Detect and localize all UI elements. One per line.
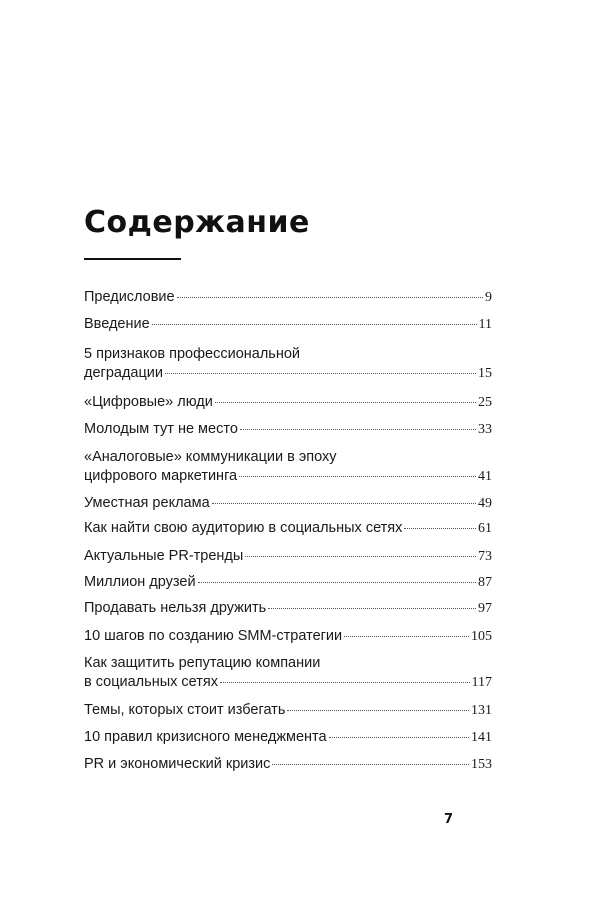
toc-entry-page: 49 [478, 496, 492, 511]
dot-leader [344, 635, 469, 637]
toc-entry[interactable] [84, 599, 492, 618]
dot-leader [215, 401, 476, 403]
toc-entry-line [84, 627, 492, 646]
toc-entry[interactable] [84, 448, 492, 486]
toc-entry-line [84, 315, 492, 334]
toc-entry-line [84, 519, 492, 538]
toc-entry-line [84, 673, 492, 692]
toc-entry-title: Молодым тут не место [84, 421, 238, 437]
toc-entry[interactable] [84, 345, 492, 383]
toc-entry[interactable] [84, 755, 492, 774]
toc-entry-page: 41 [478, 469, 492, 484]
dot-leader [329, 736, 469, 738]
toc-entry-page: 97 [478, 601, 492, 616]
toc-entry-title: Актуальные PR-тренды [84, 548, 244, 564]
toc-entry-line [84, 393, 492, 412]
dot-leader [268, 607, 476, 609]
dot-leader [240, 428, 476, 430]
toc-entry[interactable] [84, 315, 492, 334]
toc-entry[interactable] [84, 627, 492, 646]
toc-entry-title: Введение [84, 316, 150, 332]
toc-entry[interactable] [84, 494, 492, 513]
toc-entry-page: 9 [485, 290, 492, 305]
toc-entry[interactable] [84, 654, 492, 692]
toc-entry-line [84, 467, 492, 486]
toc-entry-line [84, 599, 492, 618]
toc-entry-line [84, 420, 492, 439]
toc-entry[interactable] [84, 547, 492, 566]
toc-entry-page: 25 [478, 395, 492, 410]
toc-entry[interactable] [84, 728, 492, 747]
toc-entry-line [84, 448, 492, 467]
toc-entry[interactable] [84, 393, 492, 412]
toc-entry-page: 33 [478, 422, 492, 437]
toc-entry-title: Темы, которых стоит избегать [84, 702, 286, 718]
toc-entry[interactable] [84, 420, 492, 439]
dot-leader [220, 681, 470, 683]
toc-entry-page: 11 [478, 317, 492, 332]
toc-entry-page: 61 [478, 521, 492, 536]
toc-entry-line [84, 701, 492, 720]
toc-entry-title: PR и экономический кризис [84, 756, 271, 772]
dot-leader [212, 502, 476, 504]
toc-entry-line [84, 755, 492, 774]
toc-entry-title: Как найти свою аудиторию в социальных сетях [84, 520, 403, 536]
toc-entry-title: деградации [84, 365, 163, 381]
toc-entry-title: Как защитить репутацию компании [84, 655, 321, 671]
toc-entry[interactable] [84, 701, 492, 720]
toc-entry-page: 15 [478, 366, 492, 381]
toc-entry-page: 117 [471, 675, 492, 690]
toc-entry-page: 141 [471, 730, 492, 745]
toc-entry-line [84, 728, 492, 747]
toc-entry-title: Продавать нельзя дружить [84, 600, 267, 616]
toc-entry-title: 5 признаков профессиональной [84, 346, 301, 362]
toc-entry[interactable] [84, 288, 492, 307]
toc-entry-title: Уместная реклама [84, 495, 210, 511]
page-title: Содержание [84, 205, 310, 240]
toc-entry-line [84, 288, 492, 307]
toc-entry-title: Миллион друзей [84, 574, 196, 590]
toc-entry-page: 87 [478, 575, 492, 590]
toc-entry-line [84, 364, 492, 383]
dot-leader [245, 555, 476, 557]
dot-leader [198, 581, 476, 583]
toc-entry-page: 105 [471, 629, 492, 644]
toc-entry-title: «Аналоговые» коммуникации в эпоху [84, 449, 337, 465]
dot-leader [165, 372, 476, 374]
toc-entry-line [84, 573, 492, 592]
toc-entry-line [84, 345, 492, 364]
toc-entry[interactable] [84, 573, 492, 592]
toc-entry-title: цифрового маркетинга [84, 468, 238, 484]
toc-entry-line [84, 494, 492, 513]
dot-leader [177, 296, 483, 298]
dot-leader [404, 527, 476, 529]
dot-leader [152, 323, 477, 325]
toc-entry-title: Предисловие [84, 289, 175, 305]
dot-leader [272, 763, 469, 765]
page-number: 7 [444, 812, 454, 827]
toc-entry-title: 10 шагов по созданию SMM-стратегии [84, 628, 343, 644]
toc-entry-page: 73 [478, 549, 492, 564]
toc-entry[interactable] [84, 519, 492, 538]
dot-leader [239, 475, 476, 477]
toc-entry-line [84, 547, 492, 566]
toc-entry-title: «Цифровые» люди [84, 394, 213, 410]
toc-entry-page: 131 [471, 703, 492, 718]
title-underline [84, 258, 181, 260]
toc-entry-page: 153 [471, 757, 492, 772]
toc-entry-title: в социальных сетях [84, 674, 218, 690]
dot-leader [287, 709, 469, 711]
toc-entry-title: 10 правил кризисного менеджмента [84, 729, 327, 745]
toc-entry-line [84, 654, 492, 673]
